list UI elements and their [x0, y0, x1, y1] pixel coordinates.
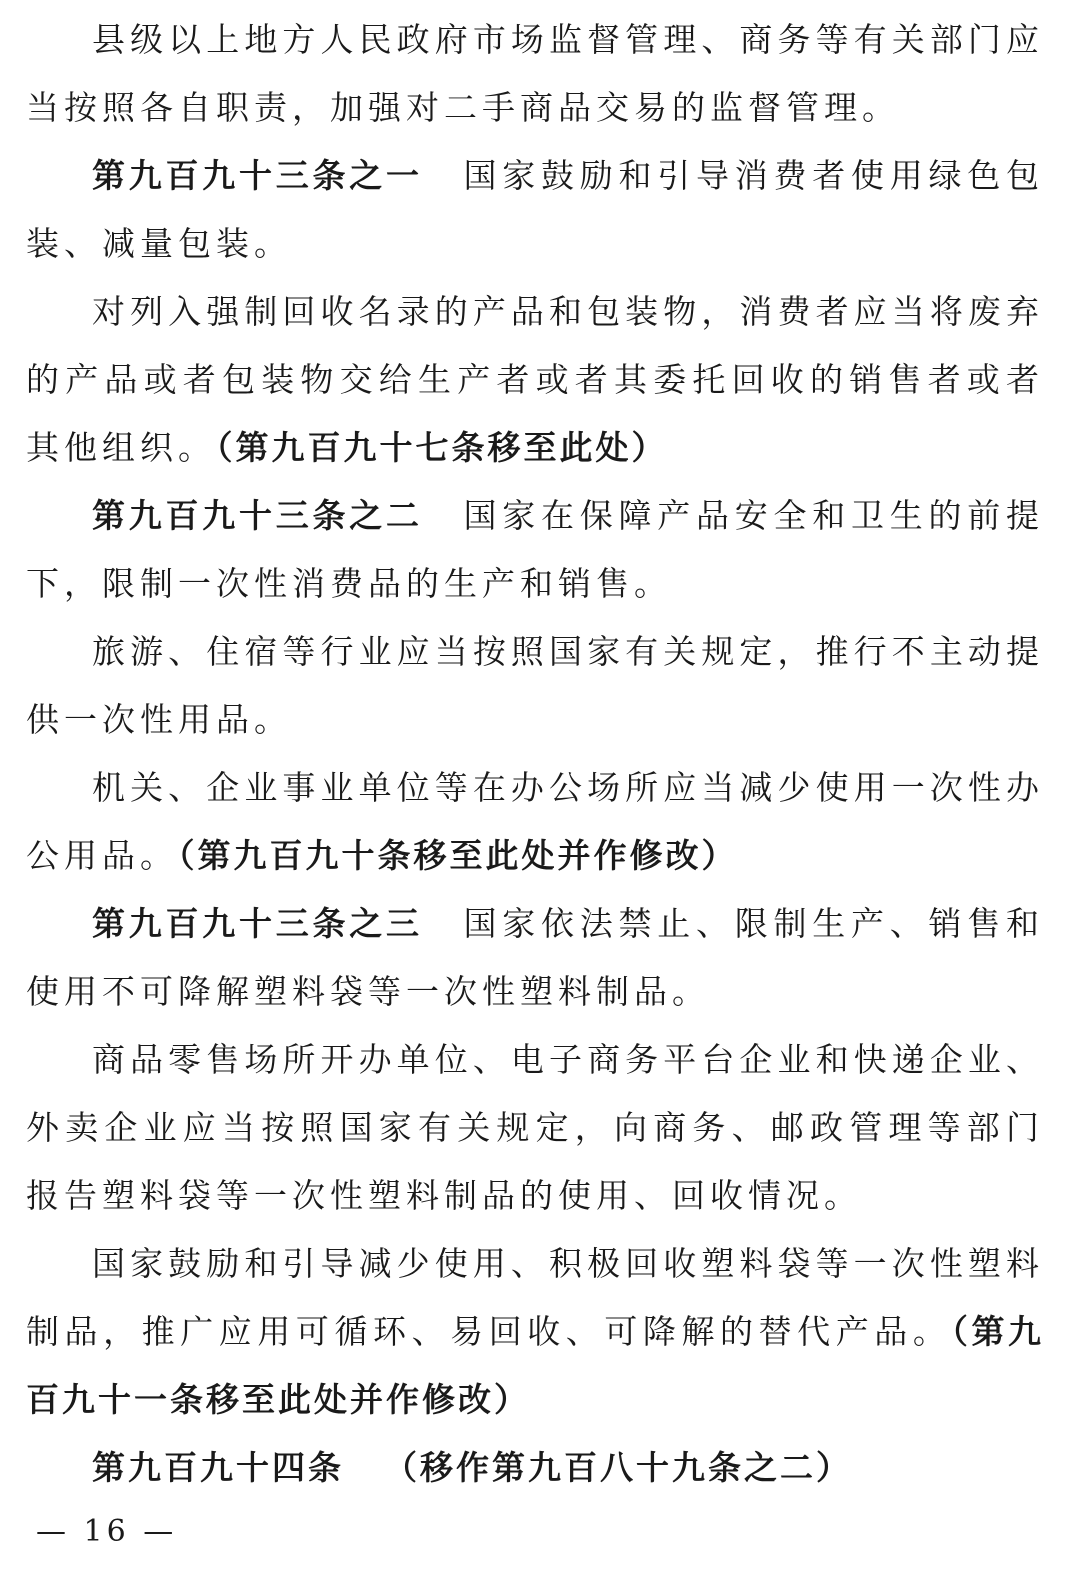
paragraph [26, 1026, 1044, 1230]
article-heading: 第九百九十三条之三 [92, 904, 423, 943]
paragraph-text: 国家在保障产品安全和卫生的前提下，限制一次性消费品的生产和销售。 [26, 496, 1044, 603]
article-paragraph [26, 142, 1044, 278]
paragraph-text: 国家依法禁止、限制生产、销售和使用不可降解塑料袋等一次性塑料制品。 [26, 904, 1044, 1011]
revision-note: （第九百九十条移至此处并作修改） [178, 836, 738, 875]
page-number: — 16 — [36, 1514, 178, 1549]
revision-note: （移作第九百八十九条之二） [384, 1448, 852, 1487]
article-heading: 第九百九十四条 [92, 1448, 344, 1487]
paragraph-text: 国家鼓励和引导消费者使用绿色包装、减量包装。 [26, 156, 1044, 263]
paragraph [26, 754, 1044, 890]
paragraph-text: 县级以上地方人民政府市场监督管理、商务等有关部门应当按照各自职责，加强对二手商品交易的监督管理。 [26, 20, 1044, 127]
paragraph [26, 6, 1044, 142]
article-paragraph [26, 890, 1044, 1026]
article-heading: 第九百九十三条之一 [92, 156, 423, 195]
paragraph-text: 国家鼓励和引导减少使用、积极回收塑料袋等一次性塑料制品，推广应用可循环、易回收、可降解的替代产品。 [26, 1244, 1044, 1351]
article-heading: 第九百九十三条之二 [92, 496, 423, 535]
paragraph [26, 278, 1044, 482]
paragraph-text: 机关、企业事业单位等在办公场所应当减少使用一次性办公用品。 [26, 768, 1044, 875]
paragraph-text: 旅游、住宿等行业应当按照国家有关规定，推行不主动提供一次性用品。 [26, 632, 1044, 739]
revision-note: （第九百九十一条移至此处并作修改） [26, 1312, 1045, 1419]
document-body [26, 0, 1044, 1502]
paragraph [26, 618, 1044, 754]
article-paragraph [26, 482, 1044, 618]
paragraph [26, 1230, 1044, 1434]
revision-note: （第九百九十七条移至此处） [216, 428, 668, 467]
paragraph-text: 对列入强制回收名录的产品和包装物，消费者应当将废弃的产品或者包装物交给生产者或者其委托回收的销售者或者其他组织。 [26, 292, 1044, 467]
paragraph-text: 商品零售场所开办单位、电子商务平台企业和快递企业、外卖企业应当按照国家有关规定，向商务、邮政管理等部门报告塑料袋等一次性塑料制品的使用、回收情况。 [26, 1040, 1044, 1215]
article-paragraph [26, 1434, 1044, 1502]
